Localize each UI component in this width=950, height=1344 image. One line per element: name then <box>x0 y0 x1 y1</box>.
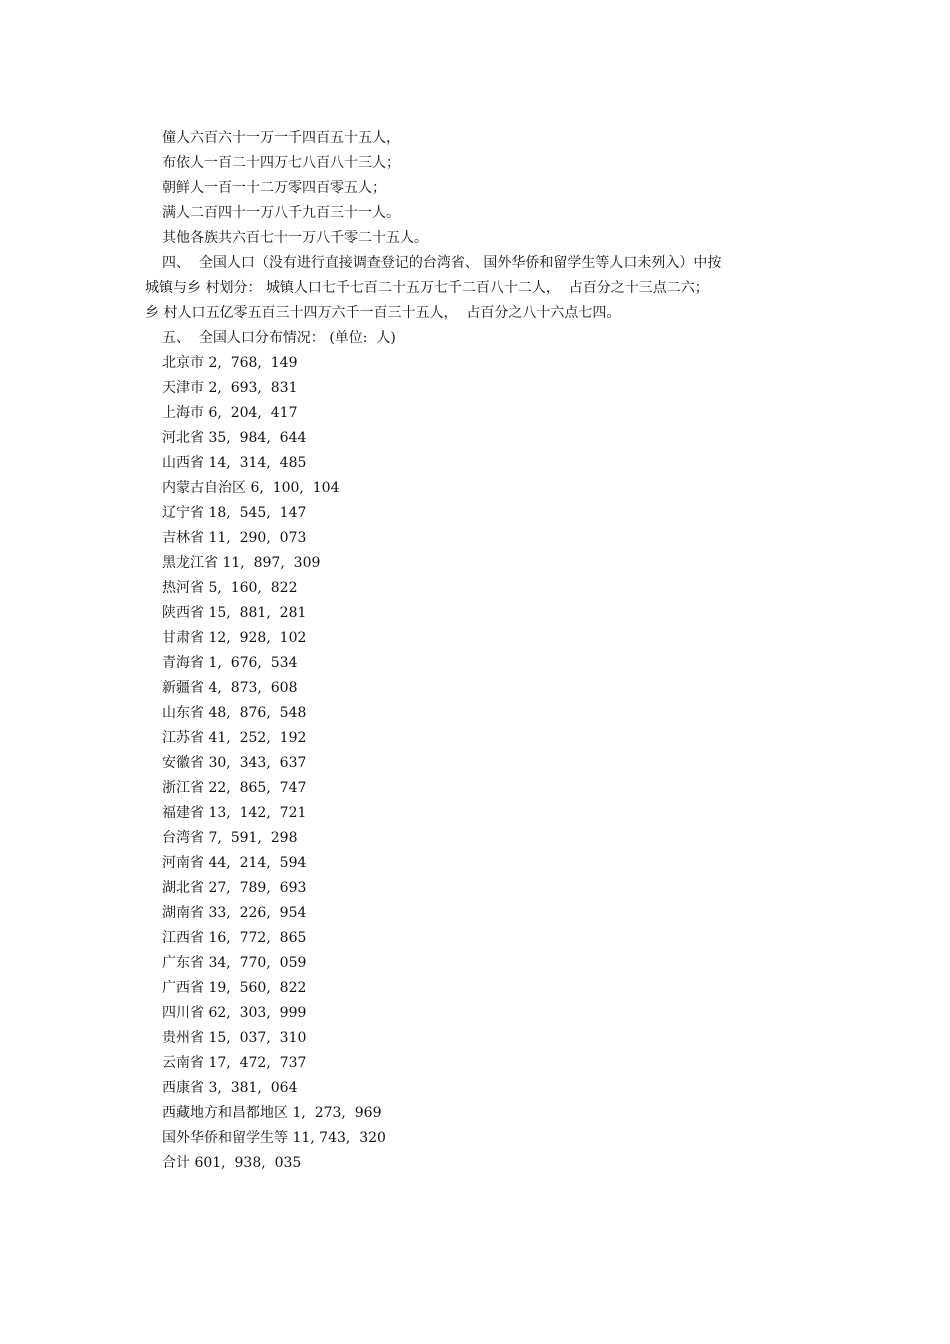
population-row: 山西省 14, 314, 485 <box>162 455 307 471</box>
population-row: 江西省 16, 772, 865 <box>162 930 307 946</box>
population-row: 湖北省 27, 789, 693 <box>162 880 307 896</box>
ethnic-line: 布依人一百二十四万七八百八十三人； <box>162 155 400 171</box>
population-row: 陕西省 15, 881, 281 <box>162 605 307 621</box>
population-row: 山东省 48, 876, 548 <box>162 705 307 721</box>
population-row: 西康省 3, 381, 064 <box>162 1080 298 1096</box>
section4-line1: 四、 全国人口（没有进行直接调查登记的台湾省、 国外华侨和留学生等人口未列入）中按 <box>162 255 722 271</box>
population-row: 天津市 2, 693, 831 <box>162 380 298 396</box>
ethnic-line: 僮人六百六十一万一千四百五十五人， <box>162 130 400 146</box>
population-row: 新疆省 4, 873, 608 <box>162 680 298 696</box>
population-row: 福建省 13, 142, 721 <box>162 805 307 821</box>
population-row: 浙江省 22, 865, 747 <box>162 780 307 796</box>
population-row: 江苏省 41, 252, 192 <box>162 730 307 746</box>
population-row: 台湾省 7, 591, 298 <box>162 830 298 846</box>
population-row: 合计 601, 938, 035 <box>162 1155 302 1171</box>
population-row: 甘肃省 12, 928, 102 <box>162 630 307 646</box>
population-row: 安徽省 30, 343, 637 <box>162 755 307 771</box>
ethnic-line: 朝鲜人一百一十二万零四百零五人； <box>162 180 386 196</box>
section5-heading: 五、 全国人口分布情况： (单位: 人) <box>162 330 396 346</box>
population-row: 北京市 2, 768, 149 <box>162 355 298 371</box>
population-row: 上海市 6, 204, 417 <box>162 405 298 421</box>
population-row: 西藏地方和昌都地区 1, 273, 969 <box>162 1105 382 1121</box>
population-row: 广东省 34, 770, 059 <box>162 955 307 971</box>
population-row: 辽宁省 18, 545, 147 <box>162 505 307 521</box>
section4-line3: 乡 村人口五亿零五百三十四万六千一百三十五人， 占百分之八十六点七四。 <box>145 305 621 321</box>
population-row: 河北省 35, 984, 644 <box>162 430 307 446</box>
ethnic-line: 其他各族共六百七十一万八千零二十五人。 <box>162 230 428 246</box>
population-row: 四川省 62, 303, 999 <box>162 1005 307 1021</box>
population-row: 广西省 19, 560, 822 <box>162 980 307 996</box>
population-row: 河南省 44, 214, 594 <box>162 855 307 871</box>
population-row: 云南省 17, 472, 737 <box>162 1055 307 1071</box>
population-row: 湖南省 33, 226, 954 <box>162 905 307 921</box>
population-row: 内蒙古自治区 6, 100, 104 <box>162 480 340 496</box>
section4-line2: 城镇与乡 村划分： 城镇人口七千七百二十五万七千二百八十二人， 占百分之十三点二六； <box>145 280 709 296</box>
population-row: 青海省 1, 676, 534 <box>162 655 298 671</box>
population-row: 热河省 5, 160, 822 <box>162 580 298 596</box>
population-row: 国外华侨和留学生等 11, 743, 320 <box>162 1130 386 1146</box>
population-row: 黑龙江省 11, 897, 309 <box>162 555 321 571</box>
population-row: 贵州省 15, 037, 310 <box>162 1030 307 1046</box>
population-row: 吉林省 11, 290, 073 <box>162 530 307 546</box>
ethnic-line: 满人二百四十一万八千九百三十一人。 <box>162 205 400 221</box>
